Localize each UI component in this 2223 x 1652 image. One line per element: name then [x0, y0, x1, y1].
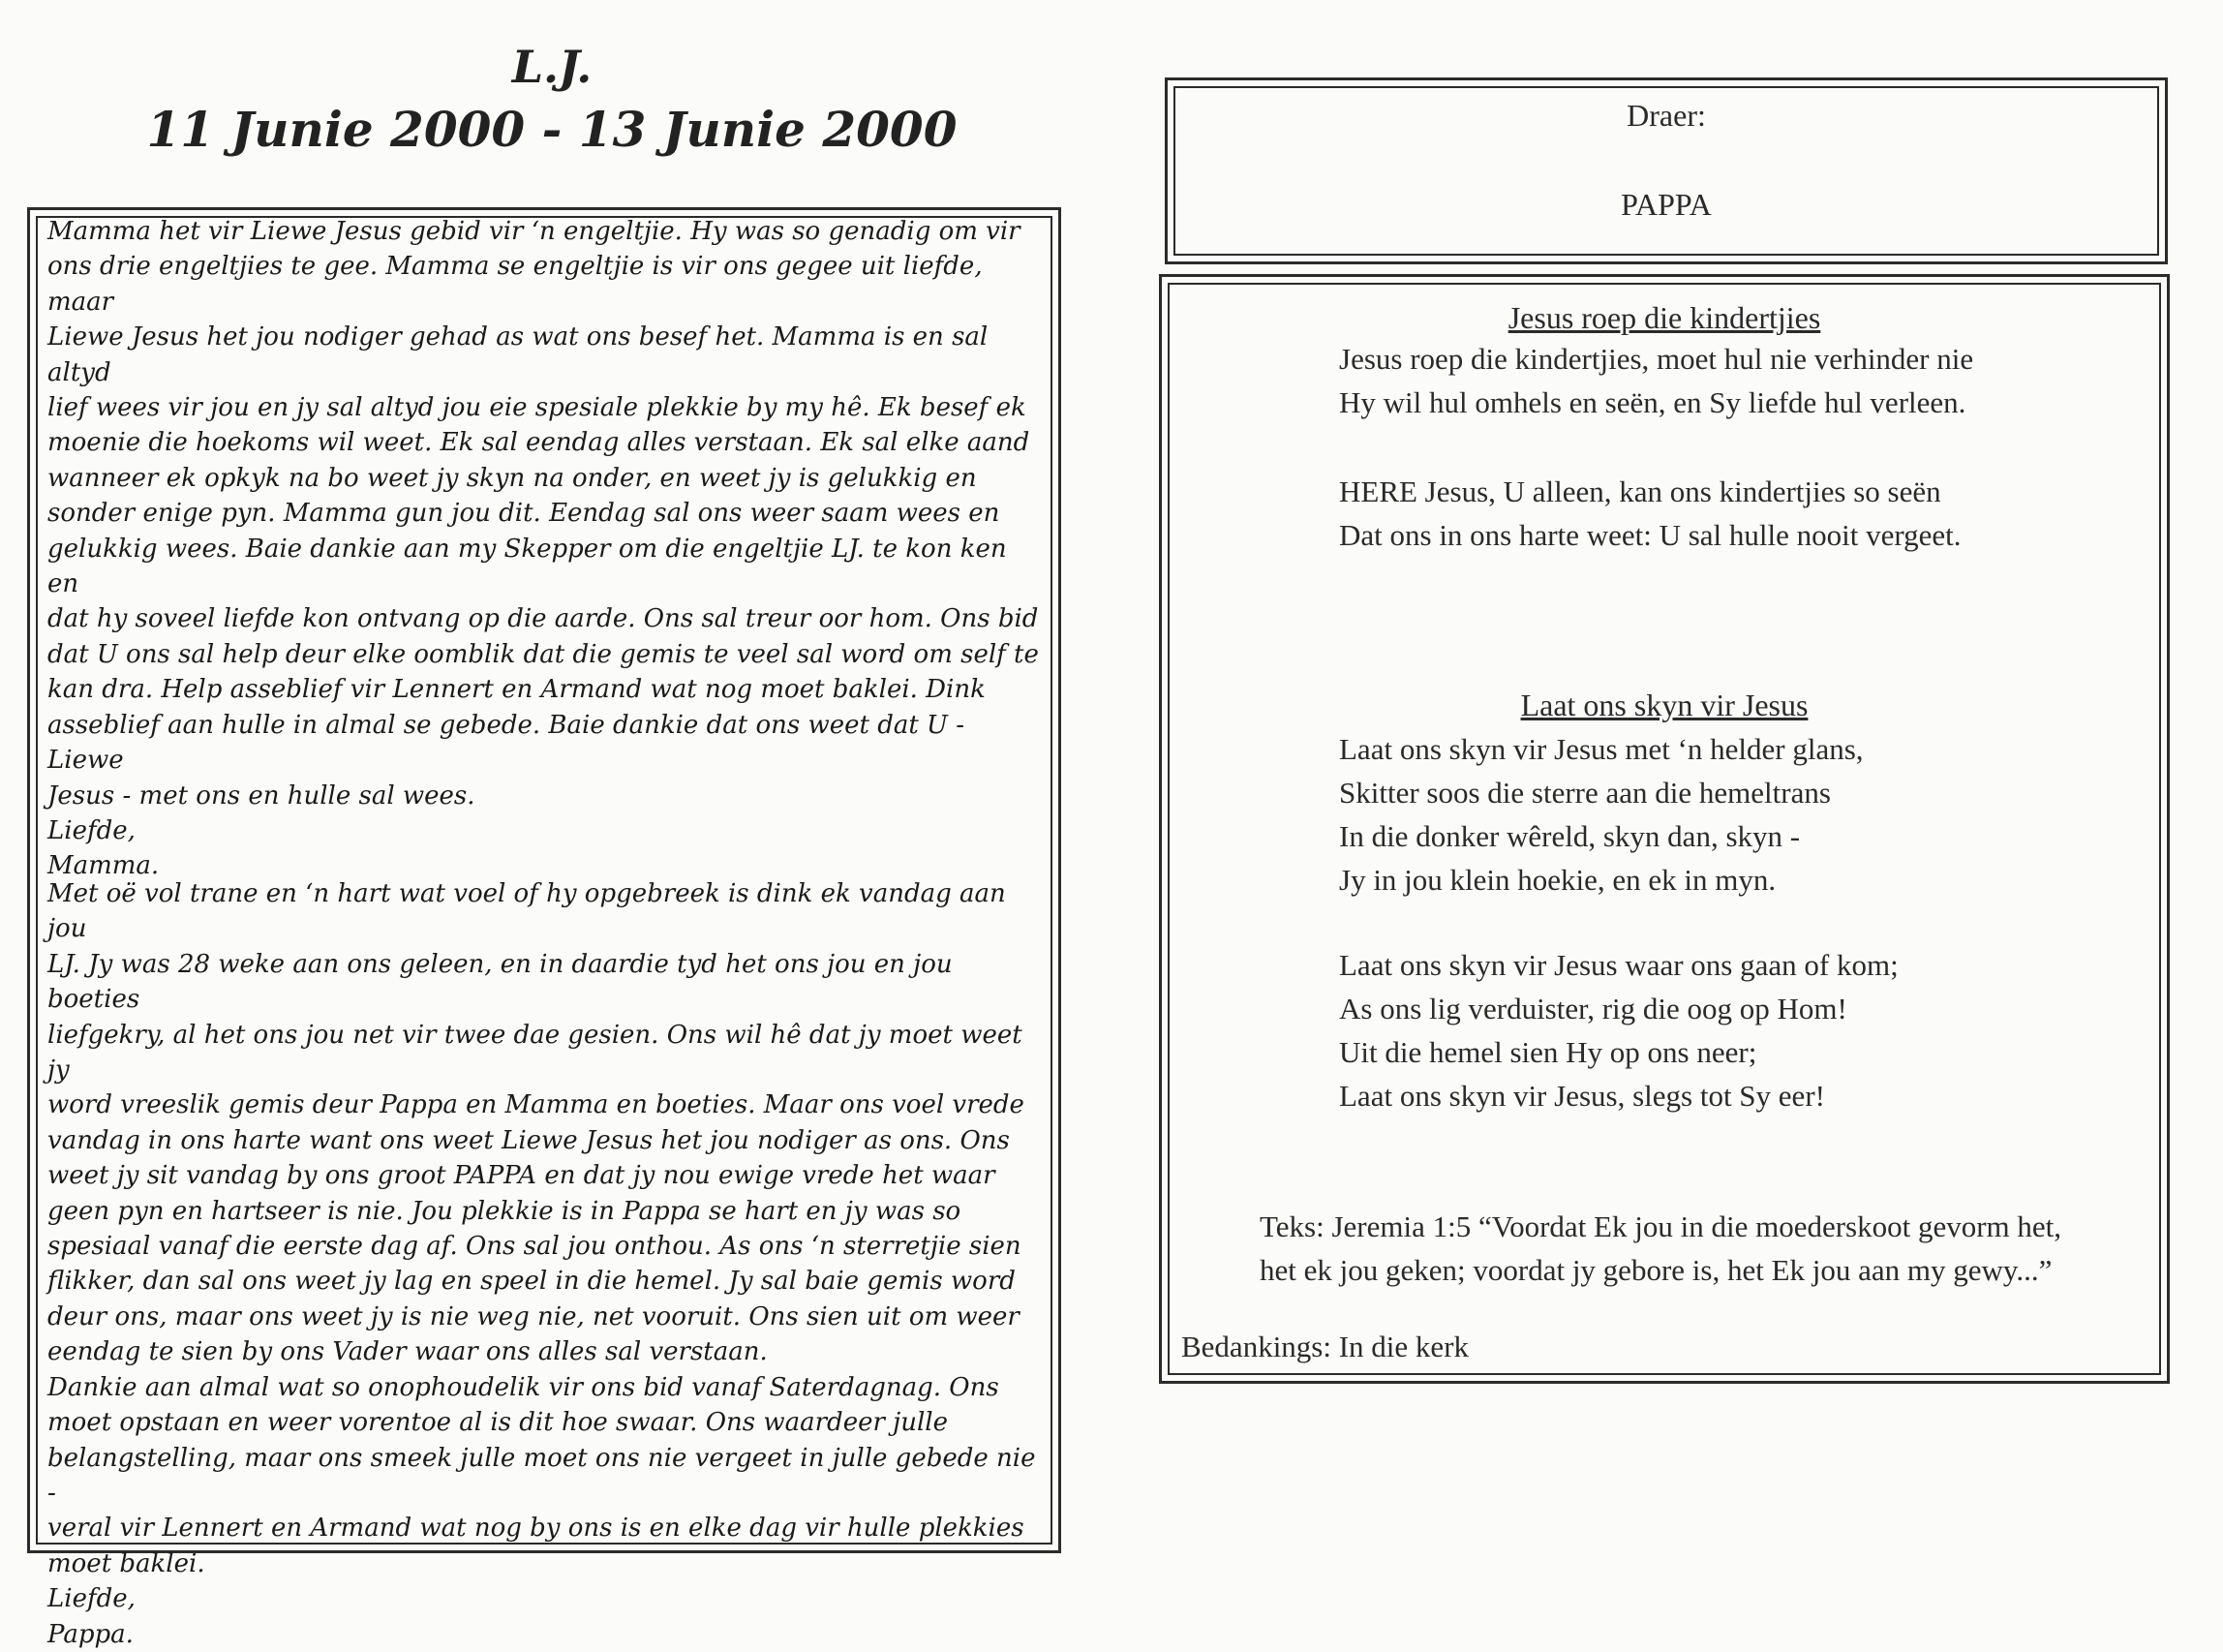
- carrier-label: Draer:: [1627, 98, 1706, 133]
- letter-line: gelukkig wees. Baie dankie aan my Skepper om die engeltjie LJ. te kon ken en: [47, 534, 1007, 599]
- letter-line: moet opstaan en weer vorentoe al is dit hoe swaar. Ons waardeer julle: [47, 1408, 948, 1438]
- poem-title: Jesus roep die kindertjies: [1507, 300, 1821, 335]
- letter-signature: Mamma.: [47, 851, 160, 881]
- poem-line: Skitter soos die sterre aan die hemeltrans: [1339, 776, 1831, 810]
- letter-line: dat hy soveel liefde kon ontvang op die aarde. Ons sal treur oor hom. Ons bid: [47, 604, 1039, 634]
- poem-line: Uit die hemel sien Hy op ons neer;: [1339, 1035, 1757, 1069]
- scripture-reference: [1260, 1205, 2061, 1292]
- poem-stanza: [1339, 943, 1899, 1117]
- poem-title: Laat ons skyn vir Jesus: [1520, 688, 1809, 722]
- carrier-frame: [1165, 77, 2168, 264]
- letter-line: moenie die hoekoms wil weet. Ek sal eendag alles verstaan. Ek sal elke aand: [47, 428, 1030, 458]
- letter-from-pappa: [47, 876, 1043, 1652]
- letter-line: wanneer ek opkyk na bo weet jy skyn na onder, en weet jy is gelukkig en: [47, 463, 977, 493]
- letter-line: lief wees vir jou en jy sal altyd jou eie spesiale plekkie by my hê. Ek besef ek: [47, 393, 1026, 423]
- poem-line: Jesus roep die kindertjies, moet hul nie verhinder nie: [1339, 342, 1974, 376]
- letter-closing: Liefde,: [47, 815, 136, 845]
- letter-line: spesiaal vanaf die eerste dag af. Ons sal jou onthou. As ons ‘n sterretjie sien: [47, 1232, 1021, 1262]
- letter-line: belangstelling, maar ons smeek julle moet ons nie vergeet in julle gebede nie -: [47, 1443, 1036, 1508]
- poem-line: Hy wil hul omhels en seën, en Sy liefde hul verleen.: [1339, 385, 1966, 419]
- poem-line: Jy in jou klein hoekie, en ek in myn.: [1339, 863, 1777, 897]
- letter-line: deur ons, maar ons weet jy is nie weg nie, net vooruit. Ons sien uit om weer: [47, 1301, 1020, 1331]
- letter-line: Dankie aan almal wat so onophoudelik vir ons bid vanaf Saterdagnag. Ons: [47, 1372, 999, 1402]
- letter-line: geen pyn en hartseer is nie. Jou plekkie is in Pappa se hart en jy was so: [47, 1196, 961, 1226]
- letter-line: weet jy sit vandag by ons groot PAPPA en dat jy nou ewige vrede het waar: [47, 1161, 995, 1191]
- acknowledgements: Bedankings: In die kerk: [1181, 1330, 1470, 1363]
- letter-line: Liewe Jesus het jou nodiger gehad as wat ons besef het. Mamma is en sal altyd: [47, 322, 989, 387]
- poem-line: Laat ons skyn vir Jesus, slegs tot Sy eer!: [1339, 1079, 1825, 1113]
- letters-frame: [27, 207, 1061, 1649]
- scripture-line: Teks: Jeremia 1:5 “Voordat Ek jou in die moederskoot gevorm het,: [1260, 1209, 2062, 1243]
- deceased-name: L.J.: [511, 41, 593, 93]
- letter-line: liefgekry, al het ons jou net vir twee dae gesien. Ons wil hê dat jy moet weet jy: [47, 1020, 1022, 1086]
- letter-line: moet baklei.: [47, 1548, 205, 1578]
- carrier-name: PAPPA: [1621, 187, 1712, 222]
- letter-line: word vreeslik gemis deur Pappa en Mamma en boeties. Maar ons voel vrede: [47, 1090, 1024, 1120]
- poem-stanza: [1339, 727, 1864, 902]
- letter-line: LJ. Jy was 28 weke aan ons geleen, en in daardie tyd het ons jou en jou boeties: [47, 949, 953, 1015]
- letter-line: eendag te sien by ons Vader waar ons alles sal verstaan.: [47, 1337, 768, 1367]
- letter-line: kan dra. Help asseblief vir Lennert en Armand wat nog moet baklei. Dink: [47, 675, 986, 705]
- poem-line: Laat ons skyn vir Jesus met ‘n helder glans,: [1339, 732, 1864, 766]
- letter-line: flikker, dan sal ons weet jy lag en speel in die hemel. Jy sal baie gemis word: [47, 1267, 1016, 1297]
- letter-line: asseblief aan hulle in almal se gebede. Baie dankie dat ons weet dat U - Liewe: [47, 710, 965, 776]
- letter-line: sonder enige pyn. Mamma gun jou dit. Eendag sal ons weer saam wees en: [47, 499, 1000, 529]
- letter-signature: Pappa.: [47, 1619, 134, 1649]
- letter-from-mamma: [47, 214, 1043, 884]
- letter-closing: Liefde,: [47, 1584, 136, 1614]
- poem-line: In die donker wêreld, skyn dan, skyn -: [1339, 819, 1801, 853]
- letter-line: veral vir Lennert en Armand wat nog by ons is en elke dag vir hulle plekkies: [47, 1514, 1024, 1544]
- letter-line: Jesus - met ons en hulle sal wees.: [47, 780, 475, 811]
- poem-line: Laat ons skyn vir Jesus waar ons gaan of kom;: [1339, 948, 1899, 982]
- poems-frame: [1159, 274, 2170, 1384]
- poem-line: HERE Jesus, U alleen, kan ons kindertjies so seën: [1339, 474, 1941, 508]
- letter-line: Met oë vol trane en ‘n hart wat voel of hy opgebreek is dink ek vandag aan jou: [47, 879, 1006, 944]
- letter-line: dat U ons sal help deur elke oomblik dat die gemis te veel sal word om self te: [47, 639, 1039, 669]
- life-dates: 11 Junie 2000 - 13 Junie 2000: [146, 101, 958, 158]
- letter-line: Mamma het vir Liewe Jesus gebid vir ‘n engeltjie. Hy was so genadig om vir: [47, 217, 1020, 246]
- poem-line: As ons lig verduister, rig die oog op Hom!: [1339, 992, 1847, 1025]
- letter-line: ons drie engeltjies te gee. Mamma se engeltjie is vir ons gegee uit liefde, maar: [47, 252, 983, 317]
- scripture-line: het ek jou geken; voordat jy gebore is, het Ek jou aan my gewy...”: [1260, 1253, 2053, 1287]
- poem-stanza: [1339, 337, 1973, 424]
- poem-stanza: [1339, 470, 1962, 557]
- letter-line: vandag in ons harte want ons weet Liewe Jesus het jou nodiger as ons. Ons: [47, 1125, 1010, 1155]
- poem-line: Dat ons in ons harte weet: U sal hulle nooit vergeet.: [1339, 518, 1962, 552]
